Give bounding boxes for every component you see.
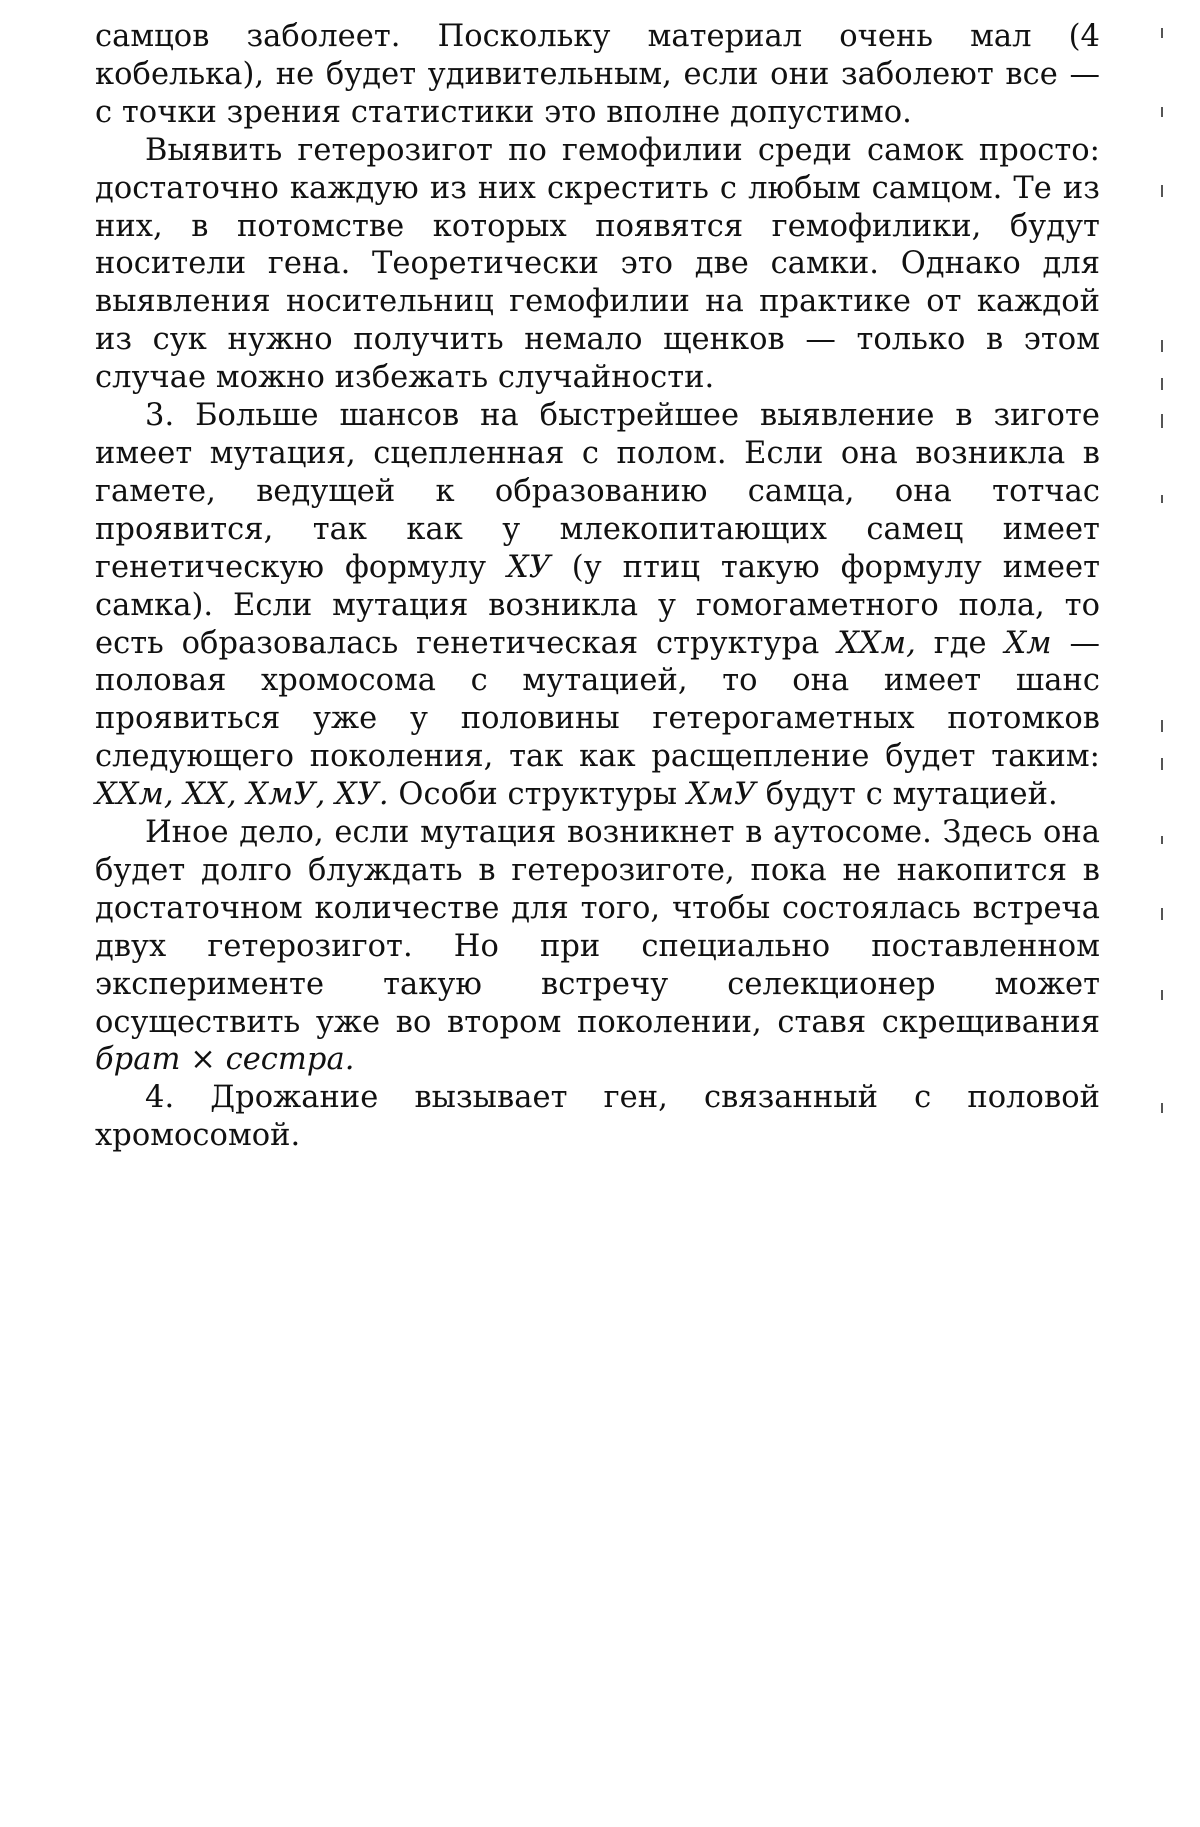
term-sister: сестра. [225,1042,355,1078]
scan-mark [1161,720,1163,732]
paragraph-4-text: Иное дело, если мутация возникнет в аутосоме. Здесь она будет долго блуждать в гетерозиготе, пока не накопится в достаточном количестве для того, чтобы состоялась встреча двух гетерозигот. Но при специально поставленном эксперименте такую встречу селекционер может осуществить уже во втором поколении, ставя скрещивания [95,815,1100,1040]
paragraph-3-text: — половая хромосома с мутацией, то она имеет шанс проявиться уже у половины гетерогаметных потомков следующего поколения, так как расщепление будет таким: [95,625,1100,775]
scan-mark [1161,340,1163,352]
formula-xy: ХУ [507,549,551,585]
scan-mark [1161,908,1163,920]
formula-segregation: ХХм, ХХ, ХмУ, ХУ. [95,777,389,813]
scan-mark [1161,990,1163,1000]
paragraph-1: самцов заболеет. Поскольку материал очень мал (4 кобелька), не будет удивительным, если они заболеют все — с точки зрения статистики это вполне допустимо. [95,19,1100,130]
formula-xxm: ХХм, [837,625,916,661]
paragraph-3-text: будут с мутацией. [756,777,1058,813]
paragraph-3-text: 3. Больше шансов на быстрейшее выявление в зиготе имеет мутация, сцепленная с полом. Если она возникла в гамете, ведущей к образованию самца, она тотчас проявится, так как у млекопитающих самец имеет генетическую формулу [95,398,1100,585]
scan-mark [1161,378,1163,390]
scan-mark [1161,414,1163,428]
paragraph-3-text: (у птиц такую формулу имеет самка). Если мутация возникла у гомогаметного пола, то есть образовалась генетическая структура [95,549,1100,661]
formula-xmy: ХмУ [686,777,757,813]
scan-mark [1161,1103,1163,1113]
scan-mark [1161,107,1163,117]
margin-scan-marks [1161,0,1167,1827]
scan-mark [1161,758,1163,770]
book-page [95,18,1100,1155]
paragraph-4 [95,814,1100,1079]
scan-mark [1161,495,1163,503]
paragraph-3-text: где [915,625,1005,661]
paragraph-3-text: Особи структуры [388,777,687,813]
paragraph-2: Выявить гетерозигот по гемофилии среди самок просто: достаточно каждую из них скрестить с любым самцом. Те из них, в потомстве которых появятся гемофилики, будут носители гена. Теоретически это две самки. Однако для выявления носительниц гемофилии на практике от каждой из сук нужно получить немало щенков — только в этом случае можно избежать случайности. [95,132,1100,396]
cross-sign: × [180,1042,226,1078]
scan-mark [1161,836,1163,844]
term-brother: брат [95,1042,181,1078]
scan-mark [1161,28,1163,38]
paragraph-3 [95,397,1100,814]
formula-xm: Хм [1004,625,1052,661]
paragraph-5: 4. Дрожание вызывает ген, связанный с половой хромосомой. [95,1080,1100,1154]
scan-mark [1161,185,1163,197]
